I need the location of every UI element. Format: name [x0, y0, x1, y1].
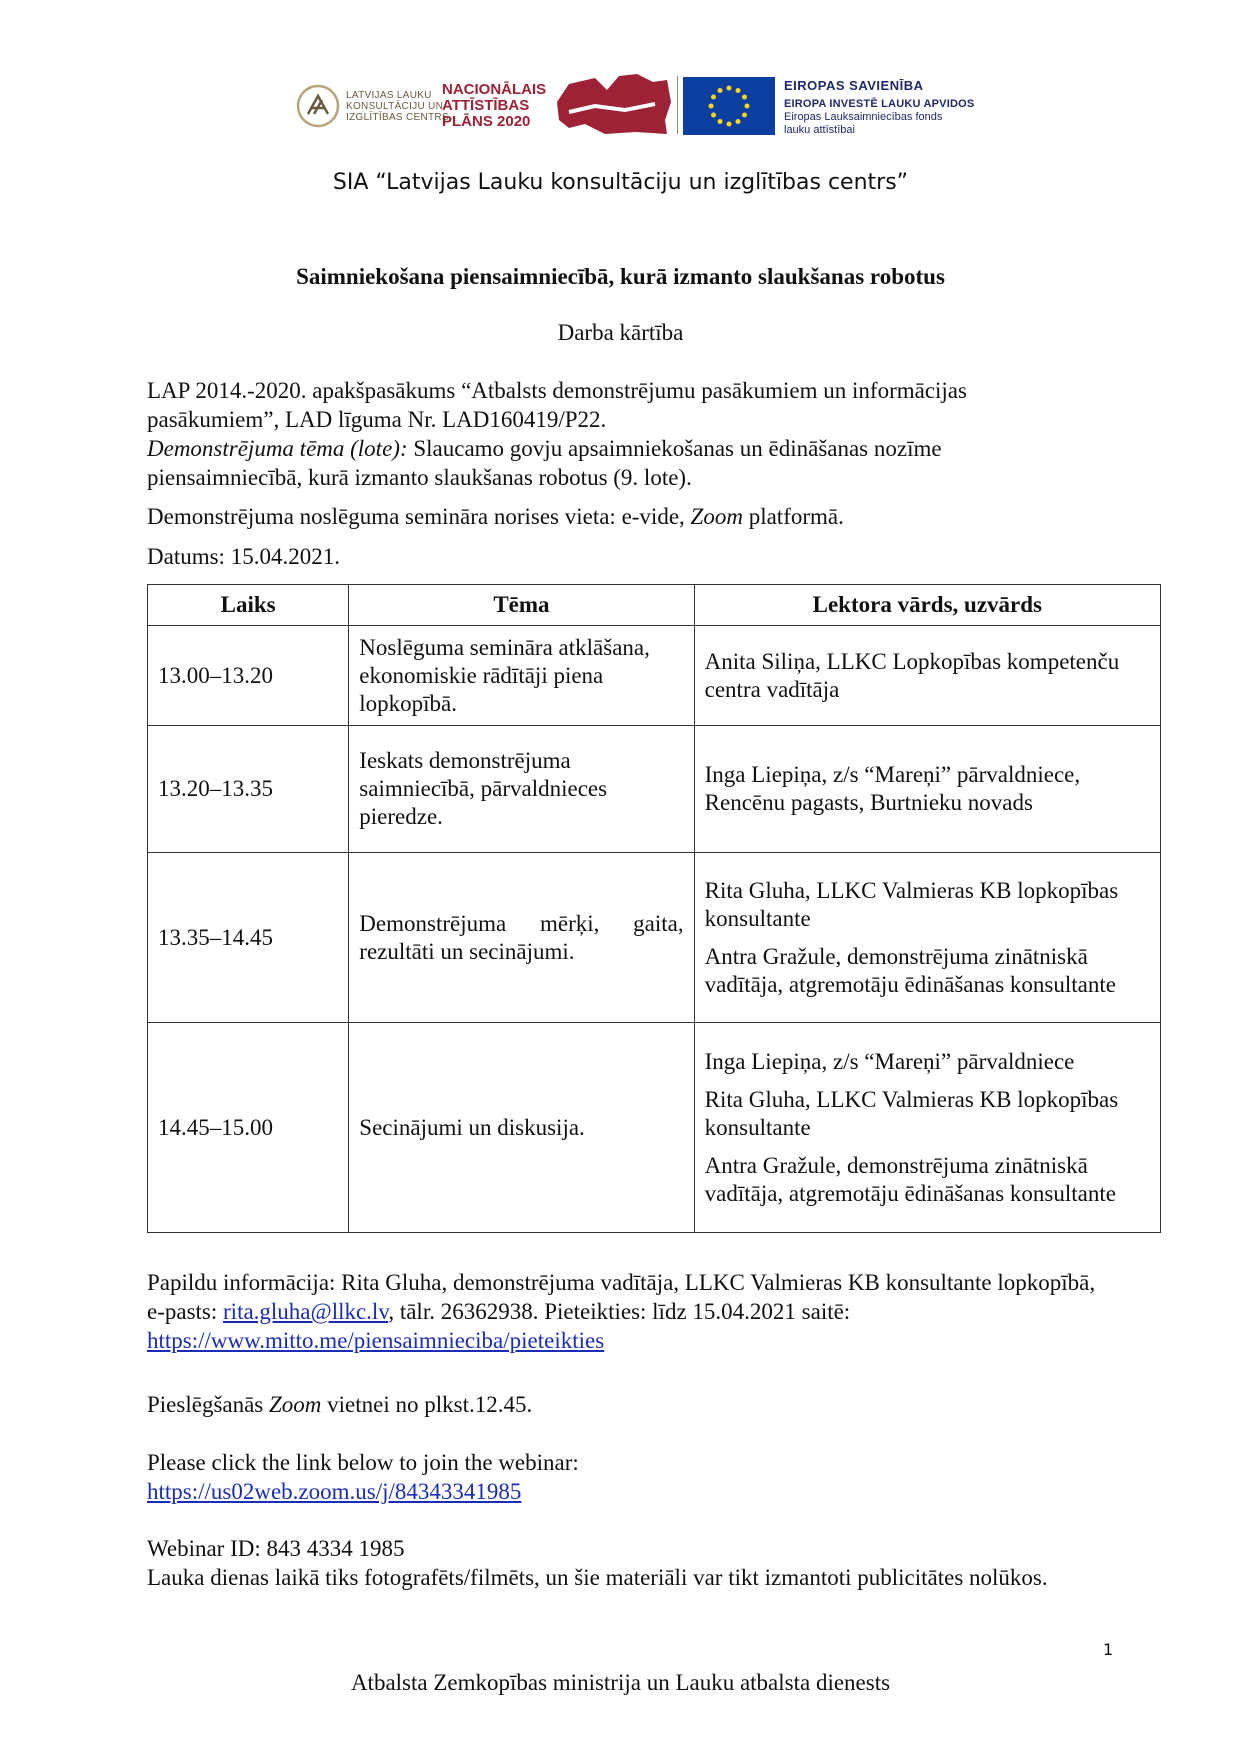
organization-title: SIA “Latvijas Lauku konsultāciju un izglītības centrs”	[332, 170, 909, 195]
nap-logo-text	[442, 82, 546, 130]
row-topic: Demonstrējuma mērķi, gaita, rezultāti un secinājumi.	[349, 853, 694, 1023]
connect-suffix: vietnei no plkst.12.45.	[321, 1392, 533, 1417]
llkc-logo-line: LATVIJAS LAUKU	[346, 90, 432, 101]
row-topic: Ieskats demonstrējuma saimniecībā, pārvaldnieces pieredze.	[349, 726, 694, 853]
lecturer: Antra Gražule, demonstrējuma zinātniskā vadītāja, atgremotāju ēdināšanas konsultante	[704, 1152, 1116, 1206]
lecturer: Rita Gluha, LLKC Valmieras KB lopkopības konsultante	[704, 1086, 1119, 1140]
row-lecturers	[694, 853, 1160, 1023]
date-text: Datums: 15.04.2021.	[147, 544, 340, 569]
footer-text: Atbalsta Zemkopības ministrija un Lauku atbalsta dienests	[350, 1670, 891, 1695]
eu-line: Eiropas Lauksaimniecības fonds	[784, 111, 943, 123]
lecturer: Antra Gražule, demonstrējuma zinātniskā vadītāja, atgremotāju ēdināšanas konsultante	[704, 943, 1116, 997]
llkc-logo-line: IZGLĪTĪBAS CENTRS	[346, 112, 449, 123]
table-row	[148, 726, 1161, 853]
logo-divider	[677, 76, 678, 134]
header-lecturer: Lektora vārds, uzvārds	[694, 585, 1160, 626]
eu-logo-text	[784, 78, 974, 137]
row-time: 13.00–13.20	[148, 626, 349, 726]
eu-title: EIROPAS SAVIENĪBA	[784, 78, 924, 93]
venue-suffix: platformā.	[742, 504, 844, 529]
webinar-link-line	[147, 1477, 1097, 1506]
additional-info	[147, 1268, 1097, 1355]
llkc-logo-text	[346, 90, 449, 123]
llkc-emblem-icon	[296, 84, 340, 128]
venue-zoom: Zoom	[690, 504, 743, 529]
webinar-link[interactable]: https://us02web.zoom.us/j/84343341985	[147, 1479, 522, 1504]
theme-text	[147, 434, 1097, 492]
row-time: 13.20–13.35	[148, 726, 349, 853]
row-topic: Secinājumi un diskusija.	[349, 1023, 694, 1233]
connect-text	[147, 1390, 1097, 1419]
webinar-id: Webinar ID: 843 4334 1985	[147, 1536, 405, 1561]
webinar-details	[147, 1534, 1097, 1592]
document-title: Saimniekošana piensaimniecībā, kurā izmanto slaukšanas robotus	[296, 264, 945, 289]
table-row	[148, 626, 1161, 726]
webinar-block	[147, 1448, 1097, 1506]
eu-line	[784, 98, 974, 111]
webinar-click-text: Please click the link below to join the webinar:	[147, 1450, 579, 1475]
llkc-logo-line: KONSULTĀCIJU UN	[346, 101, 444, 112]
nap-logo-line: ATTĪSTĪBAS	[442, 97, 530, 114]
agenda-table	[147, 584, 1161, 1233]
venue-prefix: Demonstrējuma noslēguma semināra norises vieta: e-vide,	[147, 504, 691, 529]
header-time: Laiks	[148, 585, 349, 626]
page-number: 1	[1103, 1640, 1114, 1659]
email-link[interactable]: rita.gluha@llkc.lv	[223, 1299, 389, 1324]
connect-prefix: Pieslēgšanās	[147, 1392, 270, 1417]
lecturer: Inga Liepiņa, z/s “Mareņi” pārvaldniece	[704, 1048, 1075, 1074]
info-text-1: Papildu informācija: Rita Gluha, demonstrējuma vadītāja, LLKC Valmieras KB konsultante lopkopībā, e-pasts:	[147, 1270, 1096, 1324]
row-time: 13.35–14.45	[148, 853, 349, 1023]
theme-label: Demonstrējuma tēma (lote):	[147, 436, 408, 461]
lecturer: Anita Siliņa, LLKC Lopkopības kompetenču centra vadītāja	[704, 648, 1120, 702]
row-lecturers	[694, 1023, 1160, 1233]
registration-link[interactable]: https://www.mitto.me/piensaimnieciba/pieteikties	[147, 1328, 605, 1353]
table-row	[148, 853, 1161, 1023]
lecturer: Rita Gluha, LLKC Valmieras KB lopkopības konsultante	[704, 877, 1119, 931]
eu-line: lauku attīstībai	[784, 124, 855, 136]
theme-value: Slaucamo govju apsaimniekošanas un ēdināšanas nozīme piensaimniecībā, kurā izmanto slaukšanas robotus (9. lote).	[147, 436, 942, 490]
header-logos	[0, 72, 1241, 142]
row-lecturers	[694, 726, 1160, 853]
lecturer: Inga Liepiņa, z/s “Mareņi” pārvaldniece, Rencēnu pagasts, Burtnieku novads	[704, 762, 1081, 815]
header-topic: Tēma	[349, 585, 694, 626]
eu-flag-icon	[683, 77, 775, 135]
publicity-note: Lauka dienas laikā tiks fotografēts/filmēts, un šie materiāli var tikt izmantoti publicitātes nolūkos.	[147, 1565, 1048, 1590]
table-row	[148, 1023, 1161, 1233]
row-topic: Noslēguma semināra atklāšana, ekonomiskie rādītāji piena lopkopībā.	[349, 626, 694, 726]
nap-logo-line: NACIONĀLAIS	[442, 81, 547, 98]
row-lecturers	[694, 626, 1160, 726]
info-text-2: , tālr. 26362938. Pieteikties: līdz 15.04.2021 saitē:	[388, 1299, 851, 1324]
intro-paragraph	[147, 376, 1097, 492]
latvia-map-icon	[555, 72, 673, 138]
eu-subtitle	[784, 98, 974, 137]
venue-text	[147, 502, 1097, 531]
eu-line-bold: EIROPA INVESTĒ LAUKU APVIDOS	[784, 98, 975, 110]
connect-zoom: Zoom	[269, 1392, 322, 1417]
row-time: 14.45–15.00	[148, 1023, 349, 1233]
table-header-row	[148, 585, 1161, 626]
document-subtitle: Darba kārtība	[557, 320, 684, 345]
lap-text: LAP 2014.-2020. apakšpasākums “Atbalsts demonstrējumu pasākumiem un informācijas pasākumiem”, LAD līguma Nr. LAD160419/P22.	[147, 378, 967, 432]
nap-logo-line: PLĀNS 2020	[442, 113, 531, 130]
